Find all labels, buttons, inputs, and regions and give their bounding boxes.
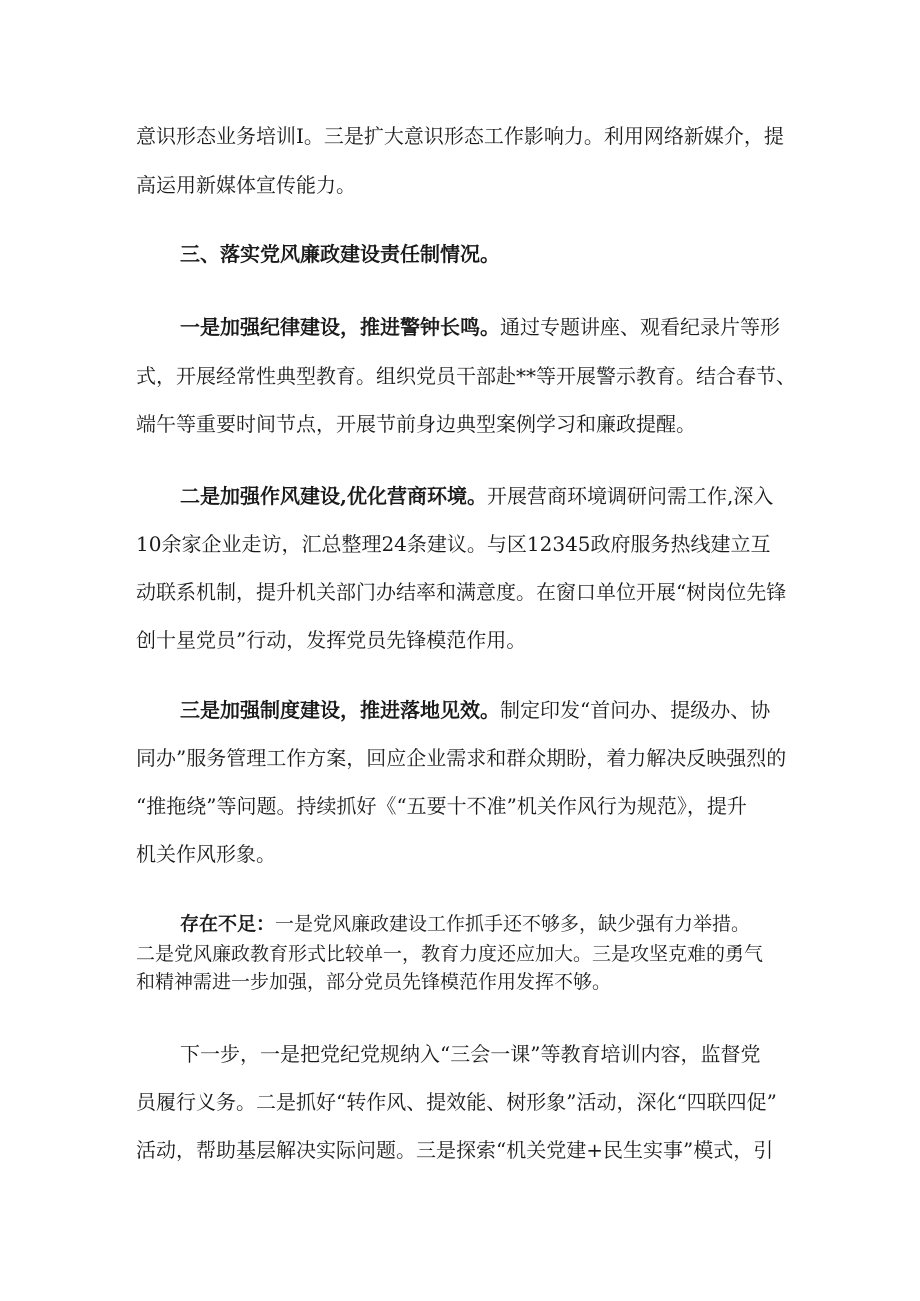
paragraph-lead: 二是加强作风建设,优化营商环境。 bbox=[180, 484, 487, 508]
paragraph-line: 端午等重要时间节点，开展节前身边典型案例学习和廉政提醒。 bbox=[136, 412, 696, 436]
paragraph-line: 下一步，一是把党纪党规纳入“三会一课”等教育培训内容，监督党 bbox=[180, 1042, 761, 1066]
paragraph-text: 通过专题讲座、观看纪录片等形 bbox=[500, 315, 780, 339]
paragraph-line: 意识形态业务培训Ⅰ。三是扩大意识形态工作影响力。利用网络新媒介，提 bbox=[136, 124, 784, 148]
paragraph-line: 创十星党员”行动，发挥党员先锋模范作用。 bbox=[136, 628, 527, 652]
paragraph-line: “推拖绕”等问题。持续抓好《“五要十不准”机关作风行为规范》，提升 bbox=[136, 794, 747, 818]
paragraph-lead: 三是加强制度建设，推进落地见效。 bbox=[180, 698, 500, 722]
paragraph-line: 同办”服务管理工作方案，回应企业需求和群众期盼，着力解决反映强烈的 bbox=[136, 746, 787, 770]
paragraph-lead: 存在不足： bbox=[180, 913, 276, 935]
paragraph-line bbox=[180, 910, 796, 938]
paragraph-text: 开展营商环境调研问需工作,深入 bbox=[486, 484, 774, 508]
paragraph-line bbox=[180, 482, 796, 510]
paragraph-line bbox=[180, 313, 796, 341]
paragraph-line: 式，开展经常性典型教育。组织党员干部赴**等开展警示教育。结合春节、 bbox=[136, 364, 796, 388]
paragraph-line: 员履行义务。二是抓好“转作风、提效能、树形象”活动，深化“四联四促” bbox=[136, 1090, 777, 1114]
paragraph-line: 高运用新媒体宣传能力。 bbox=[136, 173, 356, 197]
paragraph-line bbox=[180, 696, 796, 724]
paragraph-line: 二是党风廉政教育形式比较单一，教育力度还应加大。三是攻坚克难的勇气 bbox=[136, 943, 764, 965]
paragraph-line: 动联系机制，提升机关部门办结率和满意度。在窗口单位开展“树岗位先锋 bbox=[136, 580, 787, 604]
paragraph-text: 一是党风廉政建设工作抓手还不够多，缺少强有力举措。 bbox=[275, 913, 751, 935]
paragraph-line: 10余家企业走访，汇总整理24条建议。与区12345政府服务热线建立互 bbox=[136, 532, 771, 556]
paragraph-text: 制定印发“首问办、提级办、协 bbox=[500, 698, 771, 722]
paragraph-line: 和精神需进一步加强，部分党员先锋模范作用发挥不够。 bbox=[136, 971, 612, 993]
section-heading: 三、落实党风廉政建设责任制情况。 bbox=[180, 242, 500, 266]
paragraph-line: 活动，帮助基层解决实际问题。三是探索“机关党建+民生实事”模式，引 bbox=[136, 1138, 774, 1162]
paragraph-lead: 一是加强纪律建设，推进警钟长鸣。 bbox=[180, 315, 500, 339]
paragraph-line: 机关作风形象。 bbox=[136, 842, 276, 866]
